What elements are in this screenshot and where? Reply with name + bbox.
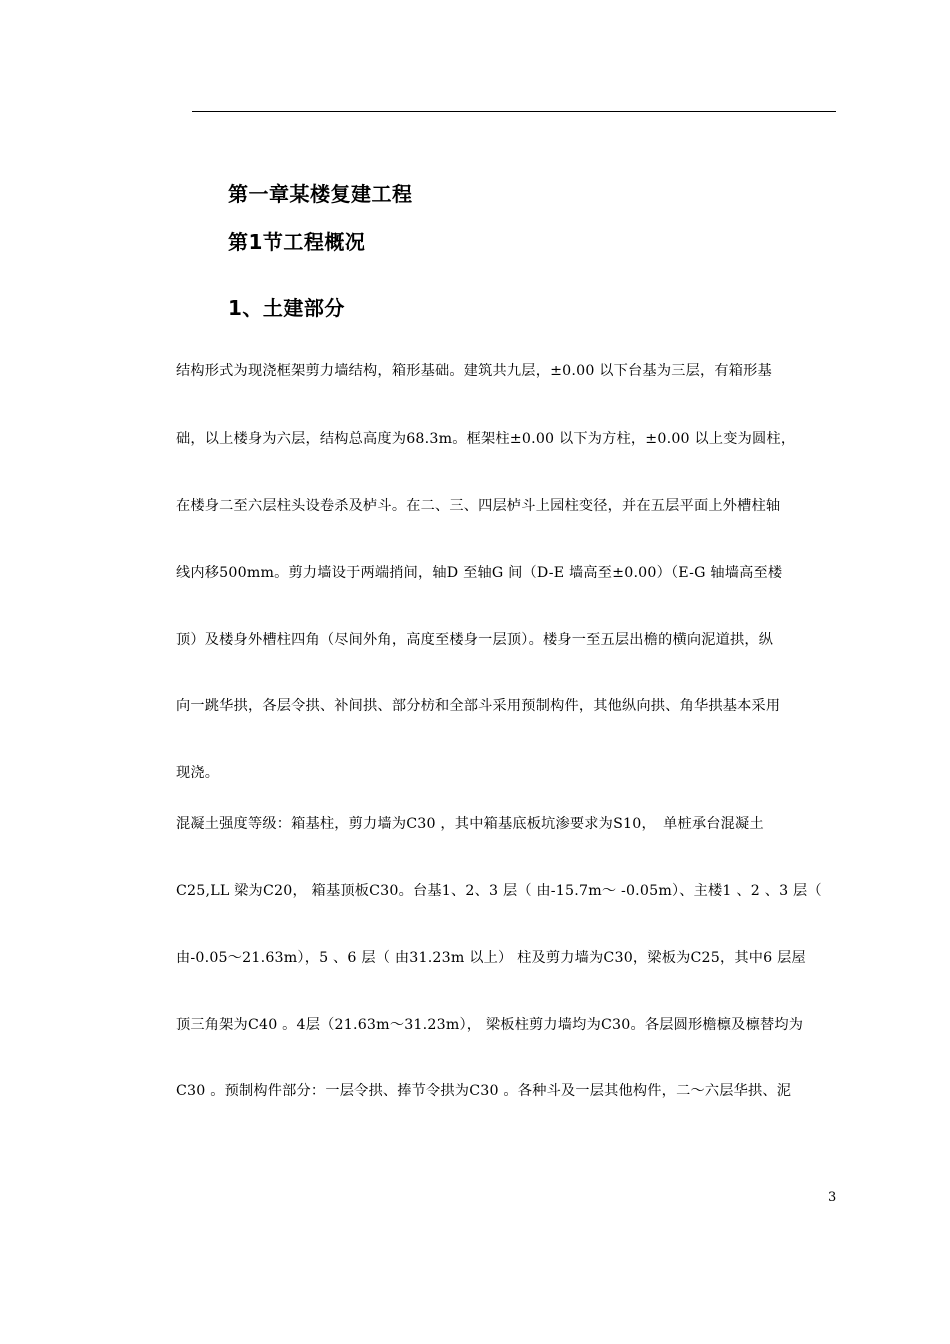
paragraph-line: 现浇。	[176, 765, 220, 781]
paragraph-line: 线内移500mm。剪力墙设于两端捎间，轴D 至轴G 间（D-E 墙高至±0.00）（E-G 轴墙高至楼	[176, 565, 783, 581]
paragraph-line: 由-0.05～21.63m），5 、6 层（ 由31.23m 以上） 柱及剪力墙为C30，梁板为C25，其中6 层屋	[176, 950, 806, 966]
paragraph-line: 向一跳华拱，各层令拱、补间拱、部分枋和全部斗采用预制构件，其他纵向拱、角华拱基本采用	[176, 698, 781, 714]
paragraph-line: 在楼身二至六层柱头设卷杀及栌斗。在二、三、四层栌斗上园柱变径，并在五层平面上外槽柱轴	[176, 498, 781, 514]
section-title: 第1节工程概况	[228, 230, 366, 254]
paragraph-line: 顶）及楼身外槽柱四角（尽间外角，高度至楼身一层顶）。楼身一至五层出檐的横向泥道拱，纵	[176, 632, 774, 648]
chapter-title: 第一章某楼复建工程	[228, 182, 413, 206]
paragraph-line: C30 。预制构件部分：一层令拱、捧节令拱为C30 。各种斗及一层其他构件，二～六层华拱、泥	[176, 1083, 792, 1099]
page-number: 3	[828, 1190, 837, 1205]
paragraph-line: 混凝土强度等级：箱基柱，剪力墙为C30 ，其中箱基底板坑渗要求为S10， 单桩承台混凝土	[176, 816, 764, 832]
header-rule	[192, 111, 836, 112]
subsection-title: 1、土建部分	[228, 296, 345, 320]
paragraph-line: 结构形式为现浇框架剪力墙结构，箱形基础。建筑共九层，±0.00 以下台基为三层，有箱形基	[176, 363, 772, 379]
paragraph-line: C25,LL 梁为C20， 箱基顶板C30。台基1、2、3 层（ 由-15.7m～ -0.05m）、主楼1 、2 、3 层（	[176, 883, 822, 899]
paragraph-line: 础，以上楼身为六层，结构总高度为68.3m。框架柱±0.00 以下为方柱，±0.00 以上变为圆柱，	[176, 431, 796, 447]
paragraph-line: 顶三角架为C40 。4层（21.63m～31.23m）， 梁板柱剪力墙均为C30。各层圆形檐檩及檩替均为	[176, 1017, 804, 1033]
